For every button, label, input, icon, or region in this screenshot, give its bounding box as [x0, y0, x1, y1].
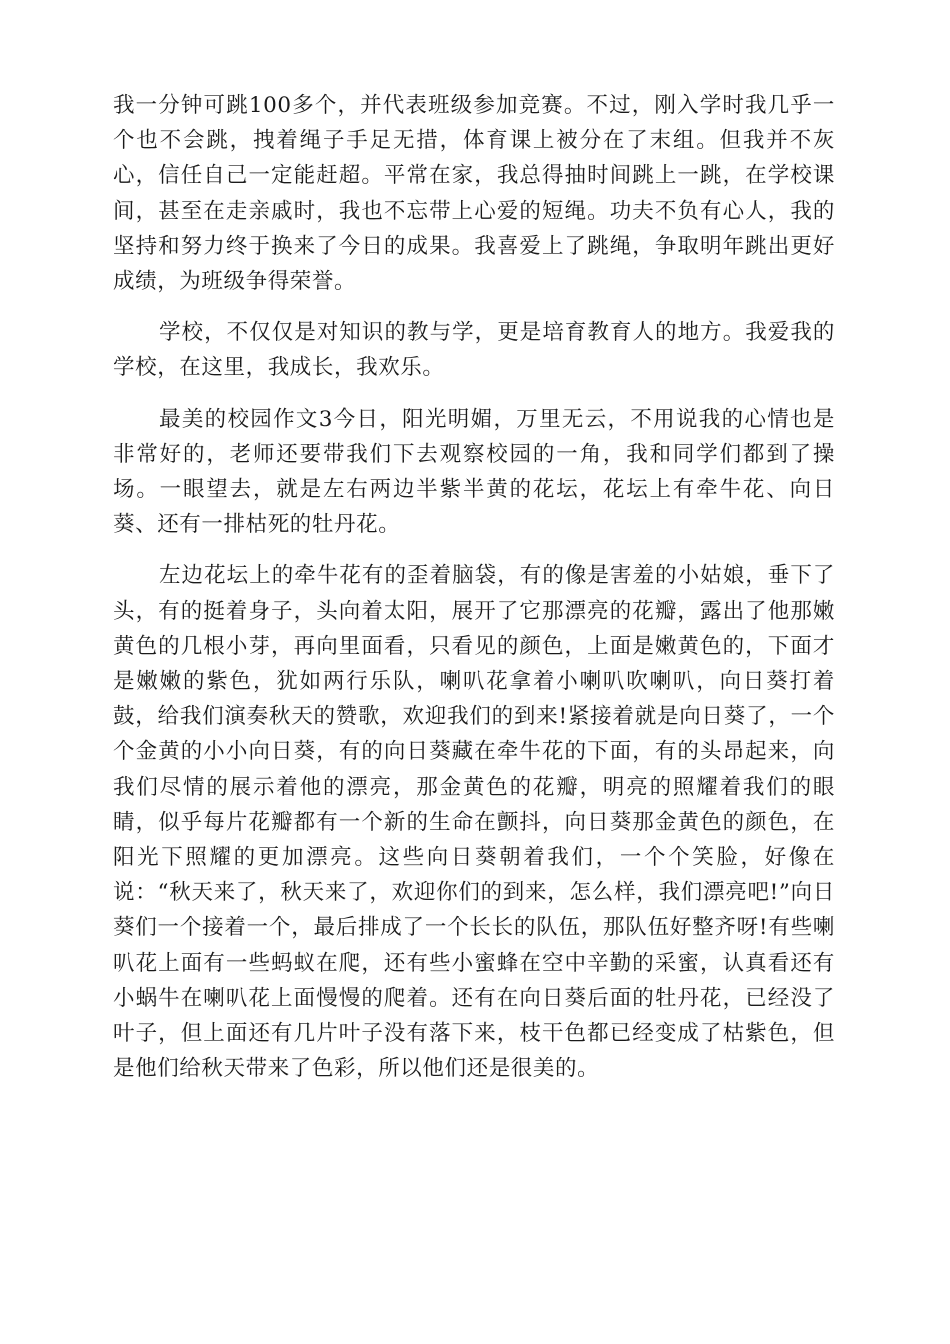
paragraph-4: 左边花坛上的牵牛花有的歪着脑袋，有的像是害羞的小姑娘，垂下了头，有的挺着身子，头向着太阳，展开了它那漂亮的花瓣，露出了他那嫩黄色的几根小芽，再向里面看，只看见的颜色，上面是嫩黄色的，下面才是嫩嫩的紫色，犹如两行乐队，喇叭花拿着小喇叭吹喇叭，向日葵打着鼓，给我们演奏秋天的赞歌，欢迎我们的到来!紧接着就是向日葵了，一个个金黄的小小向日葵，有的向日葵藏在牵牛花的下面，有的头昂起来，向我们尽情的展示着他的漂亮，那金黄色的花瓣，明亮的照耀着我们的眼睛，似乎每片花瓣都有一个新的生命在颤抖，向日葵那金黄色的颜色，在阳光下照耀的更加漂亮。这些向日葵朝着我们，一个个笑脸，好像在说：“秋天来了，秋天来了，欢迎你们的到来，怎么样，我们漂亮吧!”向日葵们一个接着一个，最后排成了一个长长的队伍，那队伍好整齐呀!有些喇叭花上面有一些蚂蚁在爬，还有些小蜜蜂在空中辛勤的采蜜，认真看还有小蜗牛在喇叭花上面慢慢的爬着。还有在向日葵后面的牡丹花，已经没了叶子，但上面还有几片叶子没有落下来，枝干色都已经变成了枯紫色，但是他们给秋天带来了色彩，所以他们还是很美的。 — [113, 563, 835, 1082]
paragraph-3: 最美的校园作文3今日，阳光明媚，万里无云，不用说我的心情也是非常好的，老师还要带我们下去观察校园的一角，我和同学们都到了操场。一眼望去，就是左右两边半紫半黄的花坛，花坛上有牵牛花、向日葵、还有一排枯死的牡丹花。 — [113, 406, 835, 538]
document-body — [113, 88, 835, 1102]
paragraph-2: 学校，不仅仅是对知识的教与学，更是培育教育人的地方。我爱我的学校，在这里，我成长，我欢乐。 — [113, 320, 835, 381]
paragraph-1: 我一分钟可跳100多个，并代表班级参加竞赛。不过，刚入学时我几乎一个也不会跳，拽着绳子手足无措，体育课上被分在了末组。但我并不灰心，信任自己一定能赶超。平常在家，我总得抽时间跳上一跳，在学校课间，甚至在走亲戚时，我也不忘带上心爱的短绳。功夫不负有心人，我的坚持和努力终于换来了今日的成果。我喜爱上了跳绳，争取明年跳出更好成绩，为班级争得荣誉。 — [113, 93, 835, 295]
